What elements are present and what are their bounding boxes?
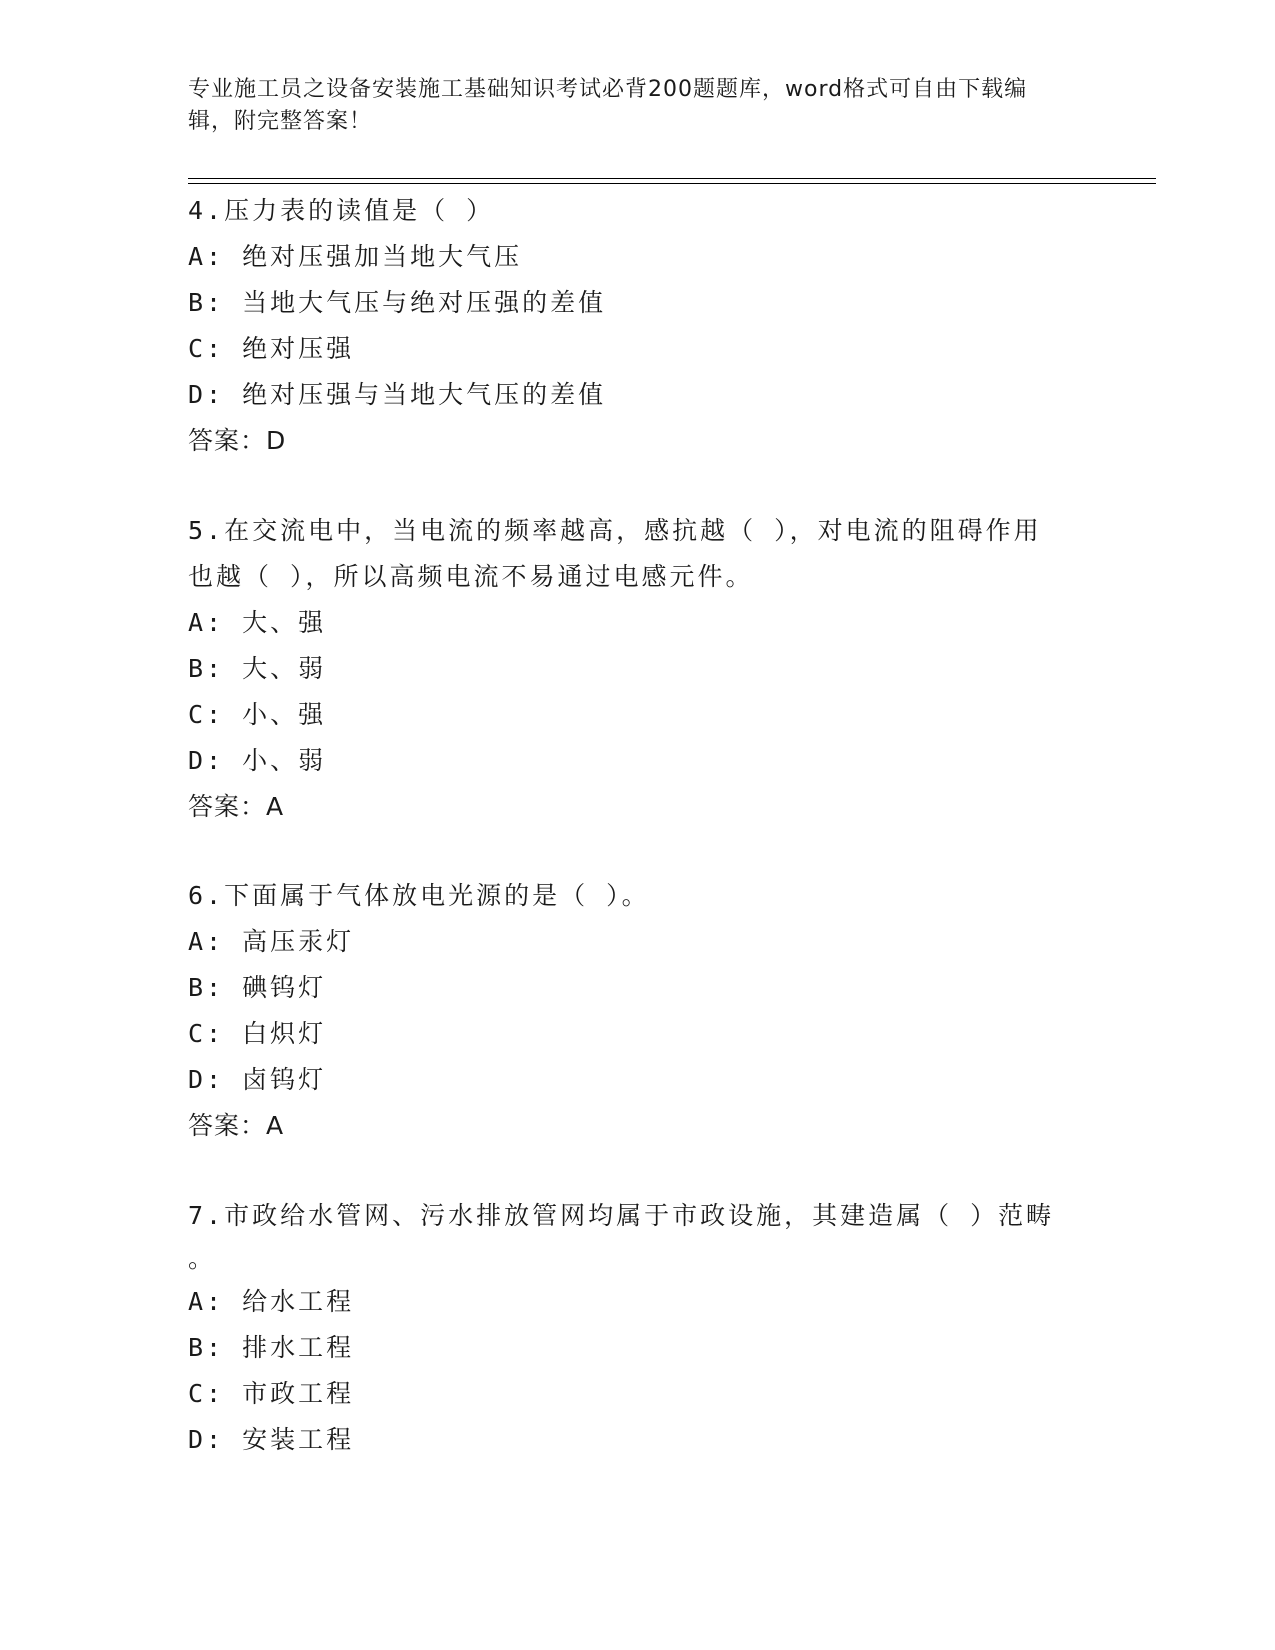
option-c: C: 小、强 <box>188 700 327 729</box>
option-a: A: 给水工程 <box>188 1287 355 1316</box>
answer-value: A <box>266 1111 285 1140</box>
option-b: B: 当地大气压与绝对压强的差值 <box>188 288 607 317</box>
question-6 <box>188 873 1088 1149</box>
answer-label: 答案： <box>188 1111 267 1140</box>
question-stem: 6.下面属于气体放电光源的是（ ）。 <box>188 881 650 910</box>
question-stem-line-2: 也越（ ），所以高频电流不易通过电感元件。 <box>188 562 754 591</box>
question-stem-line-1: 5.在交流电中，当电流的频率越高，感抗越（ ），对电流的阻碍作用 <box>188 516 1042 545</box>
option-b: B: 排水工程 <box>188 1333 355 1362</box>
option-d: D: 小、弱 <box>188 746 327 775</box>
answer-label: 答案： <box>188 792 267 821</box>
question-stem: 4.压力表的读值是（ ） <box>188 196 495 225</box>
option-c: C: 白炽灯 <box>188 1019 327 1048</box>
answer-value: A <box>266 792 285 821</box>
answer-line <box>188 784 1088 830</box>
option-c: C: 市政工程 <box>188 1379 355 1408</box>
answer-line <box>188 1103 1088 1149</box>
document-header-title: 专业施工员之设备安装施工基础知识考试必背200题题库，word格式可自由下载编辑，附完整答案！ <box>188 77 1028 134</box>
header-divider-bottom <box>188 183 1156 184</box>
option-b: B: 碘钨灯 <box>188 973 327 1002</box>
answer-label: 答案： <box>188 426 267 455</box>
question-5 <box>188 508 1088 830</box>
option-a: A: 绝对压强加当地大气压 <box>188 242 523 271</box>
option-d: D: 安装工程 <box>188 1425 355 1454</box>
answer-line <box>188 418 1088 464</box>
option-c: C: 绝对压强 <box>188 334 355 363</box>
option-a: A: 大、强 <box>188 608 327 637</box>
option-d: D: 卤钨灯 <box>188 1065 327 1094</box>
question-stem-line-2: 。 <box>188 1244 217 1273</box>
question-7 <box>188 1193 1088 1463</box>
option-a: A: 高压汞灯 <box>188 927 355 956</box>
option-b: B: 大、弱 <box>188 654 327 683</box>
answer-value: D <box>266 426 287 455</box>
question-4 <box>188 188 1088 464</box>
question-stem-line-1: 7.市政给水管网、污水排放管网均属于市政设施，其建造属（ ）范畴 <box>188 1201 1055 1230</box>
option-d: D: 绝对压强与当地大气压的差值 <box>188 380 607 409</box>
header-divider-top <box>188 178 1156 179</box>
